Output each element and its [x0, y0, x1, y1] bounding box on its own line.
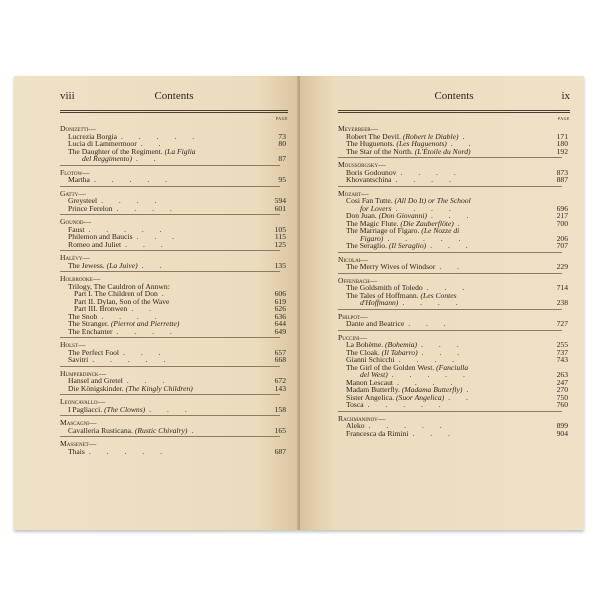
entry-page-number: 707	[556, 241, 568, 250]
leader-dots: .	[466, 385, 476, 394]
entry-alternate-title: (Il Seraglio)	[388, 241, 427, 250]
entry-title: Boris Godounov	[346, 167, 397, 177]
entry-page-number: 743	[556, 355, 568, 364]
entry-title: Cosi Fan Tutte.	[346, 196, 393, 205]
entry-page-number: 143	[274, 383, 286, 393]
leader-dots: . . .	[430, 241, 475, 250]
composer-heading: Moussorgsky—	[338, 160, 386, 169]
entry-alternate-title-continued: d'Hoffmann)	[360, 298, 399, 307]
entry-title: The Marriage of Figaro.	[346, 226, 420, 235]
entry-first-line	[68, 448, 264, 456]
contents-entry	[338, 320, 570, 328]
entry-page-number: 87	[278, 154, 286, 163]
entry-title: Khovantschina	[346, 175, 392, 184]
composer-heading: Offenbach—	[338, 275, 378, 285]
leader-dots: . . . .	[101, 311, 164, 321]
entry-alternate-title: (Les Contes	[420, 290, 457, 300]
composer-heading: Gounod—	[60, 217, 92, 226]
entry-title: Hansel and Gretel	[68, 376, 123, 385]
entry-page-number: 636	[274, 311, 286, 321]
leader-dots: . .	[439, 262, 467, 271]
entry-title: The Merry Wives of Windsor	[346, 262, 436, 271]
contents-entry	[60, 385, 288, 393]
entry-page-number: 180	[556, 139, 568, 148]
leader-dots: . . . .	[395, 175, 458, 184]
entry-page-number: 270	[556, 385, 568, 394]
composer-separator	[60, 250, 280, 251]
entry-page-number: 700	[556, 218, 568, 228]
entry-first-line	[346, 148, 546, 156]
leader-dots: . . . .	[116, 203, 179, 213]
entry-title: Die Königskinder.	[68, 383, 124, 393]
leader-dots: . . . . .	[391, 370, 472, 379]
entry-title: The Magic Flute.	[346, 218, 399, 228]
entry-first-line	[68, 205, 264, 213]
entry-page-number: 714	[556, 283, 568, 292]
entry-title: Part II. Dylan, Son of the Wave	[74, 296, 170, 306]
entry-alternate-title: (Fanciulla	[436, 362, 469, 372]
entry-first-line	[346, 263, 546, 271]
contents-entry	[338, 364, 570, 379]
leader-dots: . .	[140, 139, 168, 148]
entry-first-line	[68, 356, 264, 364]
left-page-number: viii	[60, 90, 75, 102]
entry-page-number: 95	[278, 175, 286, 184]
composer-separator	[338, 186, 562, 187]
left-page-header	[60, 90, 288, 108]
contents-entry	[60, 176, 288, 184]
entry-page-number: 105	[274, 224, 286, 234]
composer-separator	[60, 165, 280, 166]
right-contents-list	[338, 125, 570, 437]
entry-title: Philemon and Baucis	[68, 232, 133, 241]
contents-entry	[338, 401, 570, 409]
contents-entry	[338, 148, 570, 156]
contents-entry	[60, 328, 288, 336]
contents-entry	[60, 427, 288, 435]
leader-dots: . . . . .	[88, 224, 169, 234]
entry-page-number: 904	[556, 428, 568, 438]
entry-alternate-title-continued: del West)	[360, 370, 388, 379]
composer-separator	[60, 436, 280, 437]
entry-title: I Pagliacci.	[68, 404, 103, 414]
entry-title: Don Juan.	[346, 211, 377, 220]
entry-alternate-title-continued: Figaro)	[360, 233, 384, 243]
entry-title: The Tales of Hoffmann.	[346, 290, 419, 300]
contents-entry	[338, 176, 570, 184]
leader-dots: . . . . .	[88, 446, 169, 456]
composer-separator	[60, 214, 280, 215]
entry-alternate-title-continued: for Lovers	[360, 203, 392, 213]
composer-heading: Meyerbeer—	[338, 124, 379, 133]
left-contents-list	[60, 125, 288, 455]
composer-heading: Donizetti—	[60, 124, 96, 133]
entry-alternate-title: (Bohemia)	[385, 340, 418, 349]
entry-title: Part III. Bronwen	[74, 304, 128, 313]
entry-first-line	[68, 241, 264, 249]
entry-title: Part I. The Children of Don	[74, 289, 158, 298]
composer-separator	[60, 186, 280, 187]
leader-dots: .	[161, 289, 171, 298]
entry-page-number: 171	[556, 131, 568, 141]
left-header-rule-thin	[60, 112, 288, 113]
entry-page-number: 263	[556, 370, 568, 379]
composer-heading: Flotow—	[60, 167, 90, 177]
leader-dots: . . .	[136, 232, 182, 241]
contents-entry	[60, 205, 288, 213]
entry-title: The Snob	[68, 311, 98, 321]
entry-page-number: 255	[556, 340, 568, 349]
right-page-header	[338, 90, 570, 108]
leader-dots: . .	[448, 392, 475, 402]
entry-title: The Enchanter	[68, 326, 113, 336]
entry-page-number: 672	[274, 376, 286, 385]
leader-dots: . . . .	[101, 196, 164, 205]
entry-title: Greysteel	[68, 196, 98, 205]
entry-alternate-title: (Don Giovanni)	[378, 211, 427, 220]
composer-separator	[60, 415, 280, 416]
left-page-label: PAGE	[275, 116, 288, 121]
composer-separator	[338, 411, 562, 412]
right-page-label: PAGE	[557, 116, 570, 121]
right-page-title: Contents	[434, 90, 474, 102]
composer-heading: Rachmaninov—	[338, 413, 386, 423]
entry-title: Lucia di Lammermoor	[68, 139, 137, 148]
entry-page-number: 80	[278, 139, 286, 148]
entry-alternate-title: (Rustic Chivalry)	[134, 425, 188, 435]
entry-title: The Jewess.	[68, 260, 105, 270]
entry-first-line	[68, 262, 264, 270]
entry-page-number: 206	[556, 233, 568, 243]
composer-heading: Puccini—	[338, 332, 368, 342]
entry-alternate-title: (The Clowns)	[104, 404, 146, 414]
entry-alternate-title: (Le Nozze di	[421, 226, 460, 235]
leader-dots: . . . .	[402, 298, 465, 307]
composer-heading: Leoncavallo—	[60, 397, 106, 406]
entry-title: Faust	[68, 224, 85, 234]
leader-dots: . . . .	[395, 203, 458, 213]
entry-title: The Cloak.	[346, 347, 380, 357]
entry-alternate-title-continued: del Reggimento)	[82, 154, 132, 163]
entry-alternate-title: (La Juive)	[106, 260, 138, 270]
leader-dots: . . . .	[400, 167, 463, 177]
entry-page-number: 606	[274, 289, 286, 298]
contents-entry	[338, 197, 570, 212]
entry-title: The Star of the North.	[346, 146, 413, 156]
entry-page-number: 668	[274, 355, 286, 364]
entry-title: Romeo and Juliet	[68, 239, 122, 249]
leader-dots: . .	[450, 139, 478, 148]
entry-title: The Perfect Fool	[68, 347, 120, 357]
open-book	[14, 76, 584, 530]
entry-page-number: 696	[556, 203, 568, 213]
entry-page-number: 158	[274, 404, 286, 414]
right-page-number: ix	[561, 90, 570, 102]
entry-page-number: 626	[274, 304, 286, 313]
leader-dots: . . .	[412, 428, 457, 438]
entry-page-number: 619	[274, 296, 286, 306]
entry-page-number: 247	[556, 377, 568, 387]
entry-first-line	[346, 176, 546, 184]
entry-title: Aleko	[346, 421, 365, 430]
entry-title: The Huguenots.	[346, 139, 395, 148]
leader-dots: . . . .	[116, 326, 179, 336]
composer-separator	[338, 330, 562, 331]
entry-title: Thais	[68, 446, 85, 456]
leader-dots: . . .	[421, 340, 466, 349]
entry-title: The Stranger.	[68, 319, 109, 328]
entry-page-number: 73	[278, 131, 286, 141]
entry-page-number: 750	[556, 392, 568, 402]
leader-dots: . . .	[431, 211, 476, 220]
leader-dots: .	[462, 131, 472, 141]
entry-first-line	[346, 242, 546, 250]
entry-page-number: 687	[274, 446, 286, 456]
entry-page-number: 115	[274, 232, 286, 241]
right-header-rule-thin	[338, 112, 570, 113]
entry-page-number: 887	[556, 175, 568, 184]
composer-separator	[338, 273, 562, 274]
leader-dots: . . . . .	[121, 131, 202, 141]
entry-page-number: 594	[274, 196, 286, 205]
entry-alternate-title: (Les Huguenots)	[396, 139, 447, 148]
composer-heading: Mascagni—	[60, 418, 97, 427]
entry-alternate-title: (Madama Butterfly)	[401, 385, 463, 394]
entry-page-number: 238	[556, 298, 568, 307]
composer-separator	[338, 252, 562, 253]
entry-alternate-title: (Pierrot and Pierrette)	[110, 319, 180, 328]
composer-heading: Humperdinck—	[60, 368, 107, 378]
entry-first-line	[68, 176, 264, 184]
entry-title: Savitri	[68, 355, 89, 364]
contents-entry	[338, 292, 570, 307]
leader-dots: . . .	[123, 347, 168, 357]
entry-title: Madam Butterfly.	[346, 385, 400, 394]
entry-first-line	[68, 427, 264, 435]
entry-title: Cavalleria Rusticana.	[68, 425, 133, 435]
entry-title: La Bohème.	[346, 340, 384, 349]
contents-entry	[338, 242, 570, 250]
leader-dots: . . . .	[398, 355, 462, 364]
entry-title: Trilogy, The Cauldron of Annwn:	[68, 281, 170, 291]
entry-page-number: 601	[274, 203, 286, 213]
composer-heading: Mozart—	[338, 188, 369, 198]
right-page	[300, 76, 584, 530]
leader-dots: .	[191, 425, 201, 435]
leader-dots: . . .	[421, 347, 467, 357]
entry-page-number: 229	[556, 262, 568, 271]
leader-dots: . . . . .	[367, 400, 448, 409]
entry-first-line	[346, 401, 546, 409]
entry-title: Manon Lescaut	[346, 377, 394, 387]
entry-page-number: 737	[556, 347, 568, 357]
leader-dots: . . .	[426, 283, 472, 292]
left-page-title: Contents	[154, 90, 194, 102]
entry-continuation-line	[346, 299, 546, 307]
entry-alternate-title: (The Kingly Children)	[125, 383, 193, 393]
leader-dots: . . .	[149, 404, 194, 414]
entry-page-number: 135	[274, 260, 286, 270]
entry-alternate-title: (La Figlia	[164, 146, 196, 156]
composer-separator	[338, 157, 562, 158]
contents-entry	[338, 263, 570, 271]
leader-dots: . . . .	[397, 377, 460, 387]
composer-heading: Holst—	[60, 340, 86, 349]
contents-entry	[60, 356, 288, 364]
entry-alternate-title: (Il Tabarro)	[381, 347, 418, 357]
leader-dots: . . .	[125, 239, 170, 249]
entry-title: Francesca da Rimini	[346, 428, 409, 438]
entry-first-line	[68, 385, 264, 393]
entry-title: Robert The Devil.	[346, 131, 401, 141]
composer-separator	[60, 366, 280, 367]
composer-heading: Halévy—	[60, 253, 91, 262]
entry-title: Martha	[68, 175, 90, 184]
entry-alternate-title: (L'Étoile du Nord)	[414, 146, 471, 156]
composer-heading: Massenet—	[60, 439, 97, 448]
left-header-rule	[60, 110, 288, 111]
right-header-rule	[338, 110, 570, 111]
entry-alternate-title: (Die Zauberflöte)	[400, 218, 454, 228]
entry-title: Tosca	[346, 400, 364, 409]
composer-separator	[60, 394, 280, 395]
leader-dots: . . . . .	[387, 233, 468, 243]
leader-dots: . .	[141, 260, 169, 270]
contents-entry	[60, 448, 288, 456]
left-page	[14, 76, 300, 530]
entry-first-line	[346, 320, 546, 328]
leader-dots: . . . . .	[92, 355, 173, 364]
entry-title: Lucrezia Borgia	[68, 131, 117, 141]
contents-entry	[338, 227, 570, 242]
composer-heading: Holbrooke—	[60, 274, 101, 283]
entry-alternate-title: (Suor Angelica)	[396, 392, 445, 402]
entry-page-number: 649	[274, 326, 286, 336]
entry-title: Prince Ferelon	[68, 203, 113, 213]
composer-separator	[60, 337, 280, 338]
entry-title: Dante and Beatrice	[346, 319, 405, 328]
entry-title: Gianni Schicchi	[346, 355, 395, 364]
composer-heading: Gatty—	[60, 188, 86, 198]
leader-dots: .	[457, 218, 467, 228]
leader-dots: . . .	[408, 319, 453, 328]
entry-page-number: 899	[556, 421, 568, 430]
entry-alternate-title: (Robert le Diable)	[402, 131, 459, 141]
contents-entry	[60, 262, 288, 270]
entry-title: The Daughter of the Regiment.	[68, 146, 163, 156]
entry-page-number: 165	[274, 425, 286, 435]
entry-first-line	[68, 328, 264, 336]
entry-title: The Girl of the Golden West.	[346, 362, 435, 372]
leader-dots: . .	[131, 304, 159, 313]
composer-heading: Philpot—	[338, 311, 368, 321]
entry-page-number: 125	[274, 239, 286, 249]
entry-page-number: 217	[556, 211, 568, 220]
contents-entry	[338, 430, 570, 438]
leader-dots: . . . . .	[368, 421, 449, 430]
composer-heading: Nicolai—	[338, 254, 369, 264]
entry-title: The Goldsmith of Toledo	[346, 283, 423, 292]
composer-separator	[338, 309, 562, 310]
entry-first-line	[346, 430, 546, 438]
entry-title: The Seraglio.	[346, 241, 387, 250]
leader-dots: . . .	[126, 376, 172, 385]
contents-entry	[60, 241, 288, 249]
entry-continuation-line	[68, 155, 264, 163]
entry-page-number: 644	[274, 319, 286, 328]
entry-first-line	[68, 406, 264, 414]
leader-dots: . .	[135, 154, 163, 163]
entry-page-number: 873	[556, 167, 568, 177]
entry-alternate-title: (All Do It) or The School	[394, 196, 471, 205]
leader-dots: . . . . .	[93, 175, 175, 184]
entry-page-number: 657	[274, 347, 286, 357]
contents-entry	[60, 148, 288, 163]
composer-separator	[60, 271, 280, 272]
entry-page-number: 192	[556, 146, 568, 156]
contents-entry	[60, 406, 288, 414]
entry-page-number: 727	[556, 319, 568, 328]
entry-page-number: 760	[556, 400, 568, 409]
entry-title: Sister Angelica.	[346, 392, 395, 402]
